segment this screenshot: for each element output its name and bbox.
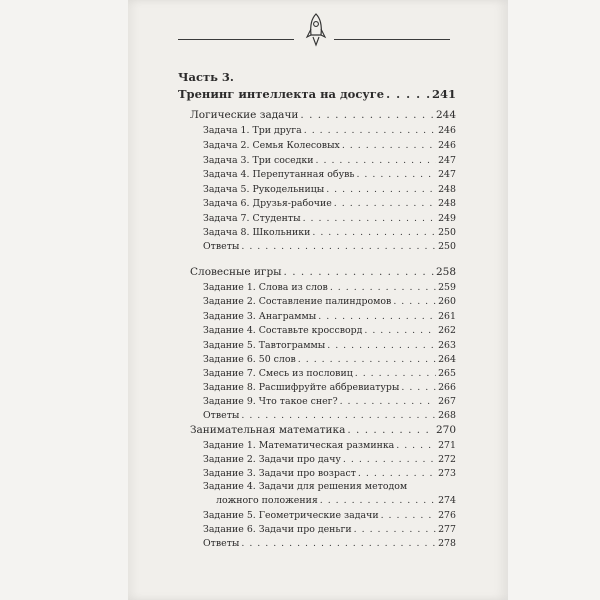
header-rule-left	[178, 39, 294, 40]
page-number: 260	[438, 296, 456, 307]
item-title-continuation: ложного положения	[216, 495, 318, 506]
toc-item[interactable]	[203, 183, 456, 196]
header-rule-right	[334, 39, 450, 40]
part-label: Часть 3.	[178, 70, 234, 84]
leader-dots	[316, 154, 437, 167]
section-title: Логические задачи	[190, 109, 299, 121]
page-number: 273	[438, 468, 456, 479]
leader-dots	[304, 124, 436, 137]
page-number: 246	[438, 125, 456, 136]
page-number: 277	[438, 524, 456, 535]
item-title: Задание 1. Слова из слов	[203, 282, 328, 293]
toc-section[interactable]	[190, 424, 456, 437]
leader-dots	[298, 353, 436, 366]
leader-dots	[303, 212, 437, 225]
toc-item[interactable]	[203, 310, 456, 323]
page-number: 274	[438, 495, 456, 506]
toc-section[interactable]	[190, 109, 456, 122]
toc-item[interactable]	[203, 240, 456, 253]
leader-dots	[334, 197, 436, 210]
page-number: 258	[435, 266, 456, 278]
leader-dots	[343, 453, 436, 466]
leader-dots	[356, 168, 436, 181]
item-title: Задание 1. Математическая разминка	[203, 440, 395, 451]
page-number: 247	[438, 169, 456, 180]
toc-item[interactable]	[203, 523, 456, 536]
page-number: 250	[438, 227, 456, 238]
leader-dots	[312, 226, 436, 239]
page-number: 247	[438, 155, 456, 166]
toc-item[interactable]	[203, 509, 456, 522]
toc-item[interactable]	[203, 154, 456, 167]
leader-dots	[393, 295, 436, 308]
left-page-edge	[0, 0, 128, 600]
right-page-edge	[508, 0, 600, 600]
item-title: Ответы	[203, 410, 240, 421]
item-title: Ответы	[203, 241, 240, 252]
section-title: Словесные игры	[190, 266, 282, 278]
leader-dots	[340, 395, 437, 408]
item-title: Задача 7. Студенты	[203, 213, 301, 224]
toc-item[interactable]	[203, 467, 456, 480]
toc-part-entry[interactable]	[178, 88, 456, 101]
toc-item[interactable]	[203, 295, 456, 308]
toc-item[interactable]	[203, 324, 456, 337]
leader-dots	[330, 281, 436, 294]
leader-dots	[327, 339, 436, 352]
page-number: 265	[438, 368, 456, 379]
page-number: 261	[438, 311, 456, 322]
leader-dots	[342, 139, 436, 152]
item-title: Задание 2. Задачи про дачу	[203, 454, 341, 465]
section-title: Занимательная математика	[190, 424, 346, 436]
toc-item[interactable]	[203, 453, 456, 466]
page-number: 259	[438, 282, 456, 293]
toc-item[interactable]	[203, 197, 456, 210]
toc-item[interactable]	[203, 339, 456, 352]
toc-item[interactable]	[203, 168, 456, 181]
item-title: Задание 3. Анаграммы	[203, 311, 317, 322]
toc-part-title: Тренинг интеллекта на досуге	[178, 87, 385, 101]
page-number: 250	[438, 241, 456, 252]
toc-item[interactable]	[203, 124, 456, 137]
item-title: Задание 7. Смесь из пословиц	[203, 368, 353, 379]
toc-item[interactable]	[203, 537, 456, 550]
leader-dots	[381, 509, 437, 522]
leader-dots	[284, 266, 434, 279]
toc-item[interactable]	[203, 281, 456, 294]
toc-item[interactable]	[203, 439, 456, 452]
item-title: Задача 5. Рукодельницы	[203, 184, 325, 195]
item-title: Ответы	[203, 538, 240, 549]
page-number: 267	[438, 396, 456, 407]
leader-dots	[326, 183, 436, 196]
page-number: 270	[435, 424, 456, 436]
leader-dots	[241, 537, 436, 550]
toc-section[interactable]	[190, 266, 456, 279]
leader-dots	[300, 109, 434, 122]
page-number: 241	[431, 87, 456, 101]
leader-dots	[318, 310, 436, 323]
toc-item[interactable]	[203, 139, 456, 152]
page-number: 272	[438, 454, 456, 465]
page-number: 262	[438, 325, 456, 336]
leader-dots	[354, 523, 436, 536]
item-title: Задача 4. Перепутанная обувь	[203, 169, 355, 180]
toc-item[interactable]	[203, 226, 456, 239]
leader-dots	[401, 381, 436, 394]
item-title: Задача 3. Три соседки	[203, 155, 314, 166]
item-title: Задача 6. Друзья-рабочие	[203, 198, 332, 209]
leader-dots	[320, 494, 436, 507]
leader-dots	[347, 424, 434, 437]
leader-dots	[241, 409, 436, 422]
leader-dots	[386, 88, 430, 101]
page-number: 264	[438, 354, 456, 365]
item-title: Задание 6. Задачи про деньги	[203, 524, 352, 535]
page-number: 266	[438, 382, 456, 393]
toc-item[interactable]	[216, 494, 456, 507]
page-number: 244	[435, 109, 456, 121]
page-number: 276	[438, 510, 456, 521]
item-title: Задание 4. Составьте кроссворд	[203, 325, 363, 336]
item-title: Задание 5. Геометрические задачи	[203, 510, 379, 521]
leader-dots	[358, 467, 436, 480]
item-title: Задача 1. Три друга	[203, 125, 302, 136]
page-number: 248	[438, 184, 456, 195]
leader-dots	[396, 439, 436, 452]
item-title: Задание 3. Задачи про возраст	[203, 468, 356, 479]
page-number: 246	[438, 140, 456, 151]
item-title: Задание 6. 50 слов	[203, 354, 296, 365]
leader-dots	[364, 324, 436, 337]
page-number: 248	[438, 198, 456, 209]
leader-dots	[241, 240, 436, 253]
toc-item-wrapped-line[interactable]: Задание 4. Задачи для решения методом	[203, 481, 408, 492]
toc-item[interactable]	[203, 395, 456, 408]
item-title: Задача 8. Школьники	[203, 227, 311, 238]
page-number: 263	[438, 340, 456, 351]
toc-item[interactable]	[203, 381, 456, 394]
page-number: 278	[438, 538, 456, 549]
item-title: Задача 2. Семья Колесовых	[203, 140, 340, 151]
page-number: 268	[438, 410, 456, 421]
toc-item[interactable]	[203, 212, 456, 225]
item-title: Задание 8. Расшифруйте аббревиатуры	[203, 382, 400, 393]
item-title: Задание 5. Тавтограммы	[203, 340, 326, 351]
item-title: Задание 9. Что такое снег?	[203, 396, 338, 407]
rocket-icon	[301, 12, 331, 48]
item-title: Задание 2. Составление палиндромов	[203, 296, 392, 307]
leader-dots	[355, 367, 436, 380]
page-number: 271	[438, 440, 456, 451]
toc-item[interactable]	[203, 353, 456, 366]
page-number: 249	[438, 213, 456, 224]
toc-item[interactable]	[203, 367, 456, 380]
toc-item[interactable]	[203, 409, 456, 422]
